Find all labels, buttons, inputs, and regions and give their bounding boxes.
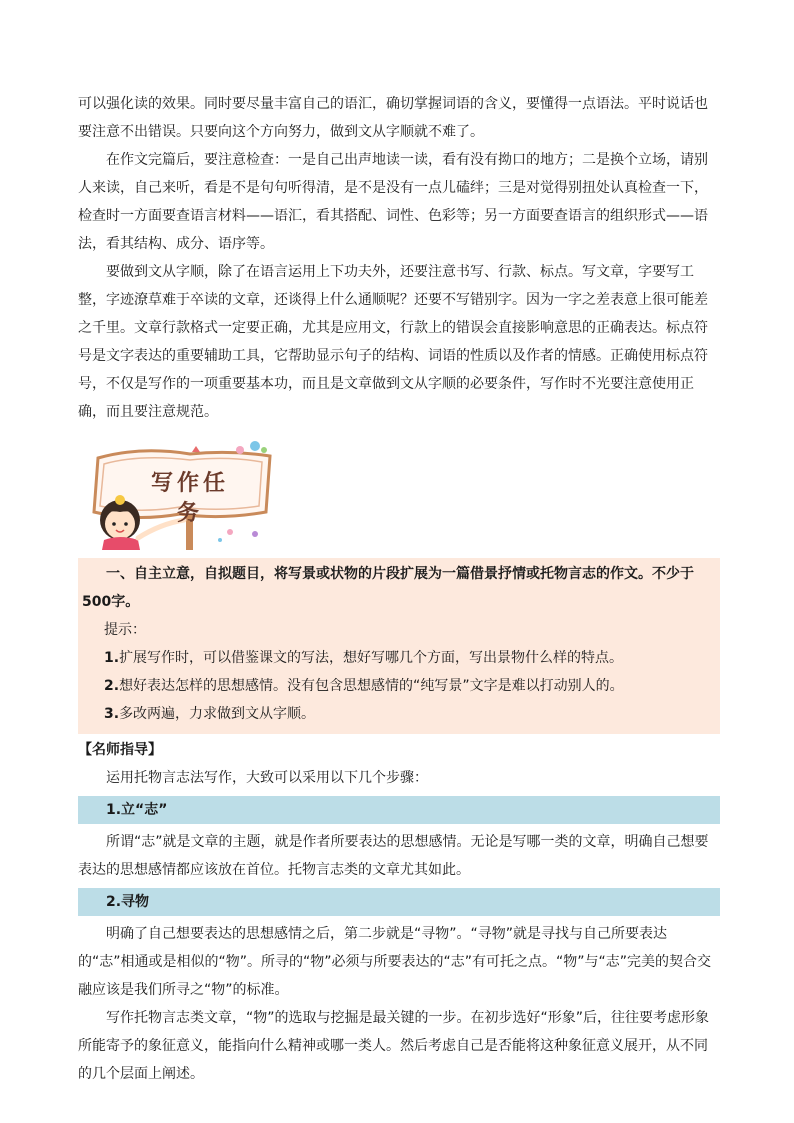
tip-text: 多改两遍，力求做到文从字顺。 [119, 706, 316, 722]
tip-item-2 [78, 672, 720, 700]
task-heading [78, 560, 720, 616]
banner-sign-text: 写作任务 [150, 470, 229, 526]
step-2-paragraph-1: 明确了自己想要表达的思想感情之后，第二步就是“寻物”。“寻物”就是寻找与自己所要表达的“志”相通或是相似的“物”。所寻的“物”必须与所要表达的“志”有可托之点。“物”与“志”完美的契合交融应该是我们所寻之“物”的标准。 [78, 926, 712, 998]
tip-text: 想好表达怎样的思想感情。没有包含思想感情的“纯写景”文字是难以打动别人的。 [119, 678, 624, 694]
tip-number: 2. [104, 678, 120, 694]
step-1-paragraph-1: 所谓“志”就是文章的主题，就是作者所要表达的思想感情。无论是写哪一类的文章，明确自己想要表达的思想感情都应该放在首位。托物言志类的文章尤其如此。 [78, 834, 709, 878]
document-page [78, 90, 720, 1088]
tip-item-3 [78, 700, 720, 728]
tip-text: 扩展写作时，可以借鉴课文的写法，想好写哪几个方面，写出景物什么样的特点。 [119, 650, 624, 666]
guide-title: 【名师指导】 [78, 742, 162, 758]
task-heading-number: 500 [82, 594, 112, 610]
task-heading-text: 一、自主立意，自拟题目，将写景或状物的片段扩展为一篇借景抒情或托物言志的作文。不少于 [106, 566, 694, 582]
tips-label: 提示： [104, 622, 146, 638]
tip-number: 3. [104, 706, 120, 722]
intro-paragraph-3: 要做到文从字顺，除了在语言运用上下功夫外，还要注意书写、行款、标点。写文章，字要写工整，字迹潦草难于卒读的文章，还谈得上什么通顺呢？还要不写错别字。因为一字之差表意上很可能差之千里。文章行款格式一定要正确，尤其是应用文，行款上的错误会直接影响意思的正确表达。标点符号是文字表达的重要辅助工具，它帮助显示句子的结构、词语的性质以及作者的情感。正确使用标点符号，不仅是写作的一项重要基本功，而且是文章做到文从字顺的必要条件，写作时不光要注意使用正确，而且要注意规范。 [78, 264, 708, 420]
intro-paragraph-1: 可以强化读的效果。同时要尽量丰富自己的语汇，确切掌握词语的含义，要懂得一点语法。平时说话也要注意不出错误。只要向这个方向努力，做到文从字顺就不难了。 [78, 96, 708, 140]
writing-task-banner [80, 440, 280, 550]
task-heading-end: 字。 [111, 594, 140, 610]
intro-paragraph-2: 在作文完篇后，要注意检查：一是自己出声地读一读，看有没有拗口的地方；二是换个立场，请别人来读，自己来听，看是不是句句听得清，是不是没有一点儿磕绊；三是对觉得别扭处认真检查一下，检查时一方面要查语言材料——语汇，看其搭配、词性、色彩等；另一方面要查语言的组织形式——语法，看其结构、成分、语序等。 [78, 152, 708, 252]
writing-task-box [78, 558, 720, 734]
step-2-paragraph-2: 写作托物言志类文章，“物”的选取与挖掘是最关键的一步。在初步选好“形象”后，往往要考虑形象所能寄予的象征意义，能指向什么精神或哪一类人。然后考虑自己是否能将这种象征意义展开，从不同的几个层面上阐述。 [78, 1010, 710, 1082]
step-title-2: 2.寻物 [78, 888, 720, 916]
step-title-1: 1.立“志” [78, 796, 720, 824]
tip-number: 1. [104, 650, 120, 666]
guide-intro: 运用托物言志法写作，大致可以采用以下几个步骤： [106, 770, 428, 786]
tip-item-1 [78, 644, 720, 672]
